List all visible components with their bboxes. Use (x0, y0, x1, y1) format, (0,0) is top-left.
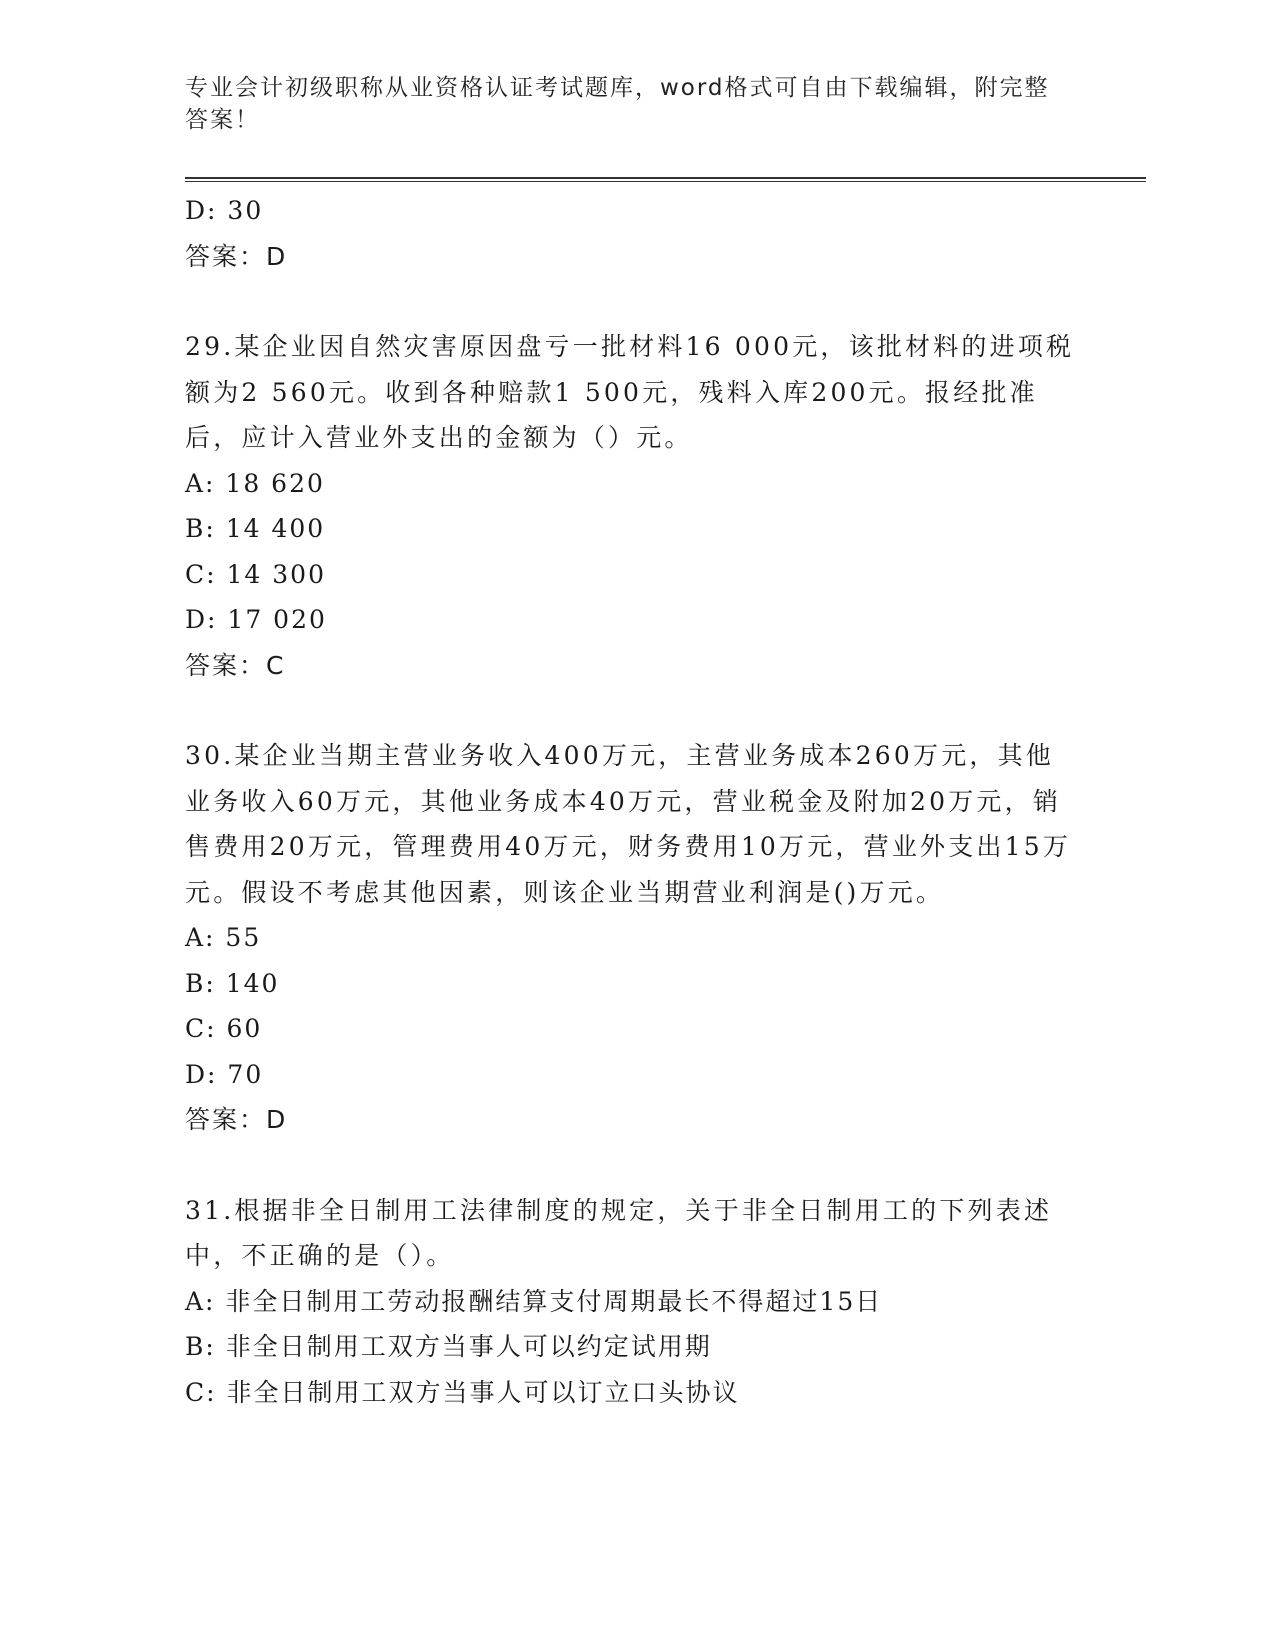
option-a: A: 18 620 (185, 468, 325, 498)
option-c: C: 14 300 (185, 559, 326, 589)
header-divider-thin (185, 181, 1146, 182)
page-header: 专业会计初级职称从业资格认证考试题库，word格式可自由下载编辑，附完整答案！ (185, 75, 1050, 133)
document-body (185, 188, 1075, 1415)
answer-line: 答案：D (185, 241, 288, 271)
question-text: 29.某企业因自然灾害原因盘亏一批材料16 000元，该批材料的进项税额为2 560元。收到各种赔款1 500元，残料入库200元。报经批准后，应计入营业外支出的金额为（）元。 (185, 332, 1075, 452)
answer-line: 答案：C (185, 650, 286, 680)
question-29 (185, 324, 1075, 688)
question-text: 31.根据非全日制用工法律制度的规定，关于非全日制用工的下列表述中，不正确的是（）。 (185, 1195, 1053, 1270)
previous-question-tail (185, 188, 1075, 279)
option-a: A: 非全日制用工劳动报酬结算支付周期最长不得超过15日 (185, 1286, 883, 1316)
option-d: D: 17 020 (185, 605, 327, 634)
option-b: B: 非全日制用工双方当事人可以约定试用期 (185, 1332, 712, 1361)
option-a: A: 55 (185, 923, 262, 952)
option-b: B: 140 (185, 968, 280, 998)
option-b: B: 14 400 (185, 514, 326, 543)
header-divider (185, 177, 1146, 179)
answer-line: 答案：D (185, 1105, 288, 1134)
option-d: D: 30 (185, 196, 264, 225)
question-30 (185, 733, 1075, 1143)
question-text: 30.某企业当期主营业务收入400万元，主营业务成本260万元，其他业务收入60万元，其他业务成本40万元，营业税金及附加20万元，销售费用20万元，管理费用40万元，财务费用10万元，营业外支出15万元。假设不考虑其他因素，则该企业当期营业利润是()万元。 (185, 741, 1072, 907)
option-c: C: 非全日制用工双方当事人可以订立口头协议 (185, 1377, 740, 1407)
option-d: D: 70 (185, 1059, 264, 1089)
option-c: C: 60 (185, 1014, 263, 1043)
question-31 (185, 1188, 1075, 1416)
